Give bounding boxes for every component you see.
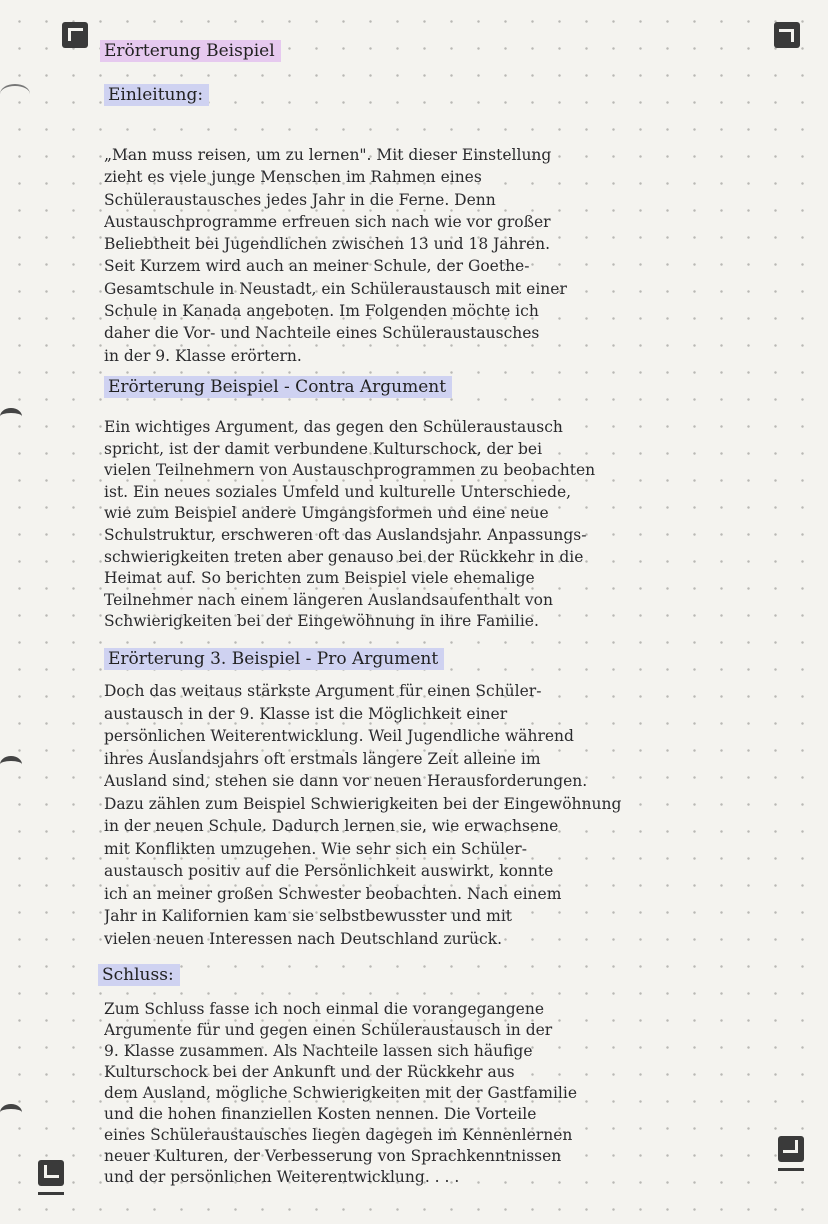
- text-line: Ein wichtiges Argument, das gegen den Schüleraustausch: [104, 418, 563, 436]
- binder-ring-icon: [0, 408, 22, 425]
- text-line: Schwierigkeiten bei der Eingewöhnung in ihre Familie.: [104, 612, 539, 631]
- binder-ring-icon: [0, 1104, 22, 1121]
- heading-schluss: Schluss:: [98, 964, 180, 986]
- text-line: ist. Ein neues soziales Umfeld und kulturelle Unterschiede,: [104, 482, 572, 501]
- paragraph-pro: [104, 682, 794, 952]
- text-line: in der neuen Schule. Dadurch lernen sie, wie erwachsene: [104, 817, 559, 835]
- text-line: ihres Auslandsjahrs oft erstmals längere Zeit alleine im: [104, 749, 541, 768]
- text-line: Schule in Kanada angeboten. Im Folgenden möchte ich: [104, 302, 539, 321]
- text-line: Heimat auf. So berichten zum Beispiel viele ehemalige: [104, 569, 535, 588]
- text-line: Jahr in Kalifornien kam sie selbstbewusster und mit: [104, 907, 513, 925]
- text-line: Doch das weitaus stärkste Argument für einen Schüler-: [104, 682, 542, 700]
- binder-ring-icon: [0, 84, 30, 104]
- text-line: Gesamtschule in Neustadt, ein Schüleraustausch mit einer: [104, 279, 567, 298]
- text-line: mit Konflikten umzugehen. Wie sehr sich ein Schüler-: [104, 839, 527, 858]
- paragraph-einleitung: [104, 146, 794, 369]
- text-line: wie zum Beispiel andere Umgangsformen und eine neue: [104, 504, 549, 523]
- paragraph-schluss: [104, 1000, 794, 1189]
- corner-bracket-bottom-left-icon: [38, 1160, 64, 1186]
- text-line: Ausland sind, stehen sie dann vor neuen Herausforderungen.: [104, 772, 588, 790]
- text-line: Teilnehmer nach einem längeren Auslandsaufenthalt von: [104, 590, 554, 609]
- text-line: ich an meiner großen Schwester beobachten. Nach einem: [104, 884, 562, 903]
- text-line: neuer Kulturen, der Verbesserung von Sprachkenntnissen: [104, 1147, 562, 1165]
- heading-einleitung: Einleitung:: [104, 84, 209, 106]
- text-line: schwierigkeiten treten aber genauso bei der Rückkehr in die: [104, 547, 584, 566]
- corner-bracket-top-left-icon: [62, 22, 88, 48]
- paragraph-contra: [104, 418, 794, 634]
- text-line: vielen neuen Interessen nach Deutschland zurück.: [104, 929, 503, 948]
- text-line: und der persönlichen Weiterentwicklung. . . .: [104, 1168, 460, 1186]
- text-line: austausch in der 9. Klasse ist die Möglichkeit einer: [104, 704, 508, 723]
- text-line: „Man muss reisen, um zu lernen". Mit dieser Einstellung: [104, 146, 552, 164]
- text-line: zieht es viele junge Menschen im Rahmen eines: [104, 168, 482, 187]
- heading-pro-argument: Erörterung 3. Beispiel - Pro Argument: [104, 648, 444, 670]
- text-line: Argumente für und gegen einen Schüleraustausch in der: [104, 1021, 553, 1039]
- text-line: Seit Kurzem wird auch an meiner Schule, der Goethe-: [104, 257, 530, 276]
- text-line: und die hohen finanziellen Kosten nennen. Die Vorteile: [104, 1105, 537, 1123]
- text-line: dem Ausland, mögliche Schwierigkeiten mit der Gastfamilie: [104, 1084, 578, 1102]
- text-line: Zum Schluss fasse ich noch einmal die vorangegangene: [104, 1000, 545, 1018]
- page-title: Erörterung Beispiel: [100, 40, 281, 62]
- text-line: Dazu zählen zum Beispiel Schwierigkeiten bei der Eingewöhnung: [104, 794, 622, 813]
- text-line: eines Schüleraustausches liegen dagegen im Kennenlernen: [104, 1126, 573, 1144]
- heading-contra-argument: Erörterung Beispiel - Contra Argument: [104, 376, 452, 398]
- text-line: Schulstruktur, erschweren oft das Auslandsjahr. Anpassungs-: [104, 525, 587, 544]
- text-line: austausch positiv auf die Persönlichkeit auswirkt, konnte: [104, 862, 554, 880]
- text-line: Schüleraustausches jedes Jahr in die Ferne. Denn: [104, 190, 496, 209]
- text-line: Austauschprogramme erfreuen sich nach wie vor großer: [104, 212, 551, 231]
- text-line: vielen Teilnehmern von Austauschprogrammen zu beobachten: [104, 461, 596, 480]
- text-line: Beliebtheit bei Jugendlichen zwischen 13 und 18 Jahren.: [104, 235, 551, 254]
- text-line: spricht, ist der damit verbundene Kulturschock, der bei: [104, 439, 543, 458]
- corner-bracket-top-right-icon: [774, 22, 800, 48]
- text-line: persönlichen Weiterentwicklung. Weil Jugendliche während: [104, 727, 574, 745]
- text-line: 9. Klasse zusammen. Als Nachteile lassen sich häufige: [104, 1042, 533, 1060]
- corner-bar-bottom-left: [38, 1192, 64, 1195]
- text-line: Kulturschock bei der Ankunft und der Rückkehr aus: [104, 1063, 515, 1081]
- text-line: in der 9. Klasse erörtern.: [104, 346, 302, 365]
- text-line: daher die Vor- und Nachteile eines Schüleraustausches: [104, 324, 540, 343]
- binder-ring-icon: [0, 756, 22, 773]
